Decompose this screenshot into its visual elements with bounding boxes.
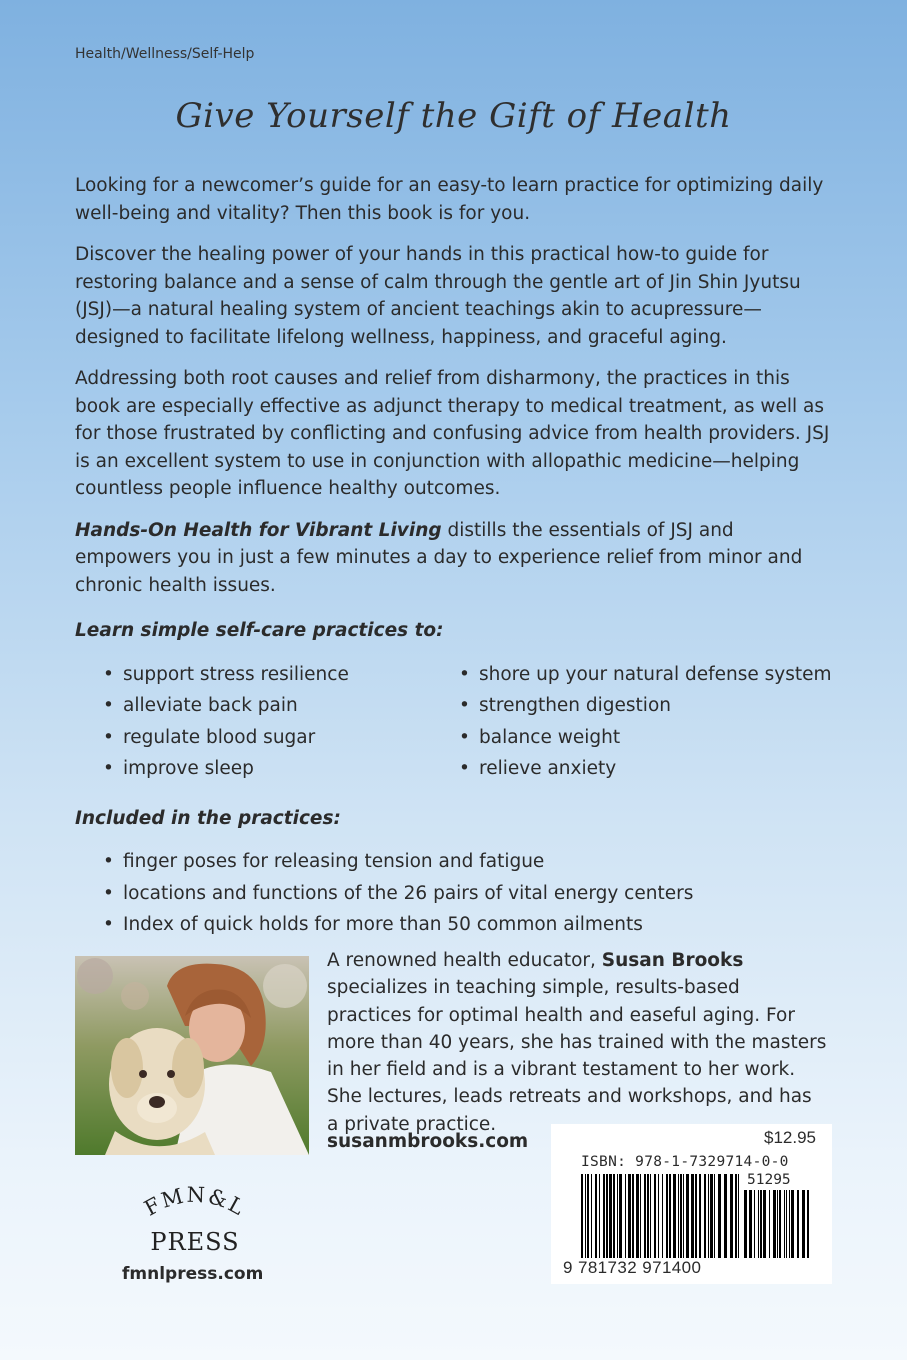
- list-item: • support stress resilience: [75, 659, 431, 691]
- barcode-bar: [662, 1174, 663, 1258]
- barcode-bar: [591, 1174, 592, 1258]
- barcode-digits: 9 781732 971400: [563, 1258, 702, 1277]
- barcode-bar: [673, 1174, 676, 1258]
- included-list: [75, 846, 835, 941]
- barcode-bar: [666, 1174, 668, 1258]
- barcode-bar: [654, 1174, 656, 1258]
- barcode-bar: [760, 1190, 762, 1258]
- barcode-bar: [647, 1174, 649, 1258]
- book-title: Hands-On Health for Vibrant Living: [75, 519, 442, 541]
- barcode-bar: [632, 1174, 634, 1258]
- barcode-bar: [640, 1174, 641, 1258]
- barcode-bar: [581, 1174, 583, 1258]
- barcode-bar: [587, 1174, 589, 1258]
- list-item: • locations and functions of the 26 pairs of vital energy centers: [75, 878, 835, 910]
- barcode-bar: [773, 1190, 776, 1258]
- barcode-bar: [680, 1174, 682, 1258]
- barcode-bar: [786, 1190, 787, 1258]
- barcode-bar: [797, 1190, 799, 1258]
- barcode-bar: [749, 1190, 752, 1258]
- list-item: • finger poses for releasing tension and fatigue: [75, 846, 835, 878]
- barcode-bars: [581, 1174, 741, 1258]
- headline: Give Yourself the Gift of Health: [175, 96, 732, 136]
- practices-list-left: [75, 659, 431, 785]
- barcode-bar: [714, 1174, 715, 1258]
- publisher-logo: [120, 1172, 270, 1262]
- included-section: [75, 805, 835, 941]
- barcode-box: [551, 1124, 832, 1284]
- list-item: • alleviate back pain: [75, 690, 431, 722]
- barcode-bar: [724, 1174, 727, 1258]
- paragraph: Addressing both root causes and relief from disharmony, the practices in this book are especially effective as adjunct therapy to medical treatment, as well as for those frustrated by conflicting and confusing advice from health providers. JSJ is an excellent system to use in conjunction with allopathic medicine—helping countless people influence healthy outcomes.: [75, 368, 830, 499]
- barcode-bar: [779, 1190, 781, 1258]
- barcode-bar: [758, 1190, 759, 1258]
- barcode-bar: [754, 1190, 755, 1258]
- barcode-bar: [691, 1174, 694, 1258]
- barcode-bar: [777, 1190, 778, 1258]
- list-item: • improve sleep: [75, 753, 431, 785]
- barcode-bar: [718, 1174, 721, 1258]
- barcode-bar: [699, 1174, 701, 1258]
- barcode-bar: [585, 1174, 586, 1258]
- list-item: • Index of quick holds for more than 50 common ailments: [75, 909, 835, 941]
- paragraph: Looking for a newcomer’s guide for an easy-to learn practice for optimizing daily well-being and vitality? Then this book is for you.: [75, 175, 824, 224]
- barcode-bar: [791, 1190, 794, 1258]
- barcode-bar: [686, 1174, 689, 1258]
- isbn: ISBN: 978-1-7329714-0-0: [581, 1154, 789, 1170]
- barcode-bar: [769, 1190, 770, 1258]
- list-item: • strengthen digestion: [431, 690, 832, 722]
- barcode-bar: [802, 1190, 805, 1258]
- barcode-bar: [683, 1174, 684, 1258]
- practices-section: [75, 617, 835, 785]
- paragraph: Discover the healing power of your hands in this practical how-to guide for restoring balance and a sense of calm through the gentle art of Jin Shin Jyutsu (JSJ)—a natural healing system of ancient teachings akin to acupressure—designed to facilitate lifelong wellness, happiness, and graceful aging.: [75, 244, 801, 348]
- publisher-logo-line1: FMN&L: [140, 1182, 250, 1221]
- barcode-bar: [644, 1174, 646, 1258]
- barcode-bar: [669, 1174, 671, 1258]
- barcode-bar: [599, 1174, 600, 1258]
- barcode-bar: [735, 1174, 737, 1258]
- barcode-bar: [609, 1174, 612, 1258]
- list-item: • relieve anxiety: [431, 753, 832, 785]
- barcode-bar: [617, 1174, 618, 1258]
- barcode-bar: [744, 1190, 747, 1258]
- publisher-logo-line2: PRESS: [150, 1228, 240, 1256]
- barcode-bar: [784, 1190, 785, 1258]
- paragraph-text: distills the essentials of JSJ and empowers you in just a few minutes a day to experience relief from minor and chronic health issues.: [75, 519, 803, 596]
- barcode-bar: [625, 1174, 626, 1258]
- barcode-bar: [710, 1174, 713, 1258]
- addon-number: 51295: [747, 1172, 791, 1188]
- barcode-bar: [603, 1174, 605, 1258]
- barcode-bar: [628, 1174, 631, 1258]
- barcode-bar: [763, 1190, 766, 1258]
- barcode-bar: [606, 1174, 608, 1258]
- barcode-bar: [695, 1174, 697, 1258]
- barcode-bar: [619, 1174, 622, 1258]
- barcode-bar: [738, 1174, 739, 1258]
- barcode-bar: [650, 1174, 651, 1258]
- list-item: • shore up your natural defense system: [431, 659, 832, 691]
- category-label: Health/Wellness/Self-Help: [75, 46, 255, 62]
- addon-bars: [744, 1190, 810, 1258]
- price: $12.95: [764, 1128, 816, 1147]
- description: [75, 172, 835, 941]
- barcode-bar: [613, 1174, 615, 1258]
- svg-text:FMN&L: [140, 1183, 249, 1221]
- included-heading: Included in the practices:: [75, 807, 341, 829]
- list-item: • balance weight: [431, 722, 832, 754]
- barcode-bar: [807, 1190, 809, 1258]
- barcode-bar: [636, 1174, 639, 1258]
- author-name: Susan Brooks: [601, 950, 744, 971]
- paragraph: [75, 517, 835, 600]
- practices-heading: Learn simple self-care practices to:: [75, 620, 444, 641]
- bio-text: A renowned health educator,: [327, 950, 602, 971]
- barcode-bar: [595, 1174, 597, 1258]
- author-bio: [327, 947, 827, 1138]
- barcode-bar: [789, 1190, 790, 1258]
- publisher-website[interactable]: fmnlpress.com: [122, 1264, 264, 1284]
- barcode-bar: [678, 1174, 679, 1258]
- author-website[interactable]: susanmbrooks.com: [327, 1131, 529, 1152]
- author-photo: [75, 956, 309, 1155]
- practices-list-right: [431, 659, 832, 785]
- list-item: • regulate blood sugar: [75, 722, 431, 754]
- barcode-bar: [704, 1174, 706, 1258]
- barcode-bar: [658, 1174, 659, 1258]
- barcode-bar: [730, 1174, 733, 1258]
- barcode-bar: [708, 1174, 709, 1258]
- bio-text: specializes in teaching simple, results-based practices for optimal health and easeful aging. For more than 40 years, she has trained with the masters in her field and is a vibrant testament to her work. She lectures, leads retreats and workshops, and has a private practice.: [327, 977, 827, 1135]
